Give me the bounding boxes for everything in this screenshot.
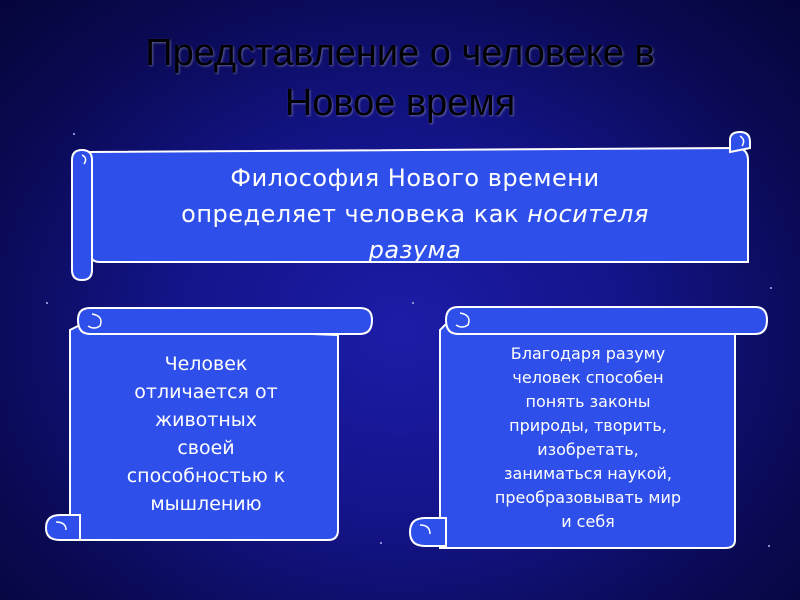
scroll-left-line: способностью к [126,465,286,487]
scroll-top-line-3: разума [368,236,462,264]
decor-dot [770,287,772,289]
title-line-2: Новое время [284,82,516,124]
decor-dot [46,302,48,304]
scroll-top-line-2 [100,196,730,232]
scroll-right-line: и себя [561,512,615,531]
scroll-right-line: природы, творить, [509,416,667,435]
scroll-left-line: мышлению [150,493,262,515]
scroll-left-text [88,350,324,518]
scroll-top-line-2-emphasis: носителя [527,200,649,228]
decor-dot [768,545,770,547]
scroll-left-line: животных [154,409,258,431]
scroll-top-line-2-prefix: определяет человека как [181,200,528,228]
scroll-left-line: своей [177,437,235,459]
title-line-1: Представление о человеке в [145,32,655,74]
decor-dot [412,302,414,304]
scroll-right-line: заниматься наукой, [504,464,672,483]
scroll-right-line: человек способен [512,368,664,387]
scroll-right-text [452,342,724,534]
decor-dot [380,542,382,544]
scroll-top-line-1: Философия Нового времени [230,164,600,192]
scroll-right-line: преобразовывать мир [494,488,682,507]
scroll-left-line: Человек [164,353,248,375]
scroll-right-line: изобретать, [537,440,639,459]
scroll-top-text [100,160,730,268]
scroll-left-line: отличается от [134,381,278,403]
scroll-right-line: Благодаря разуму [510,344,666,363]
decor-dot [73,133,75,135]
scroll-right-line: понять законы [525,392,651,411]
